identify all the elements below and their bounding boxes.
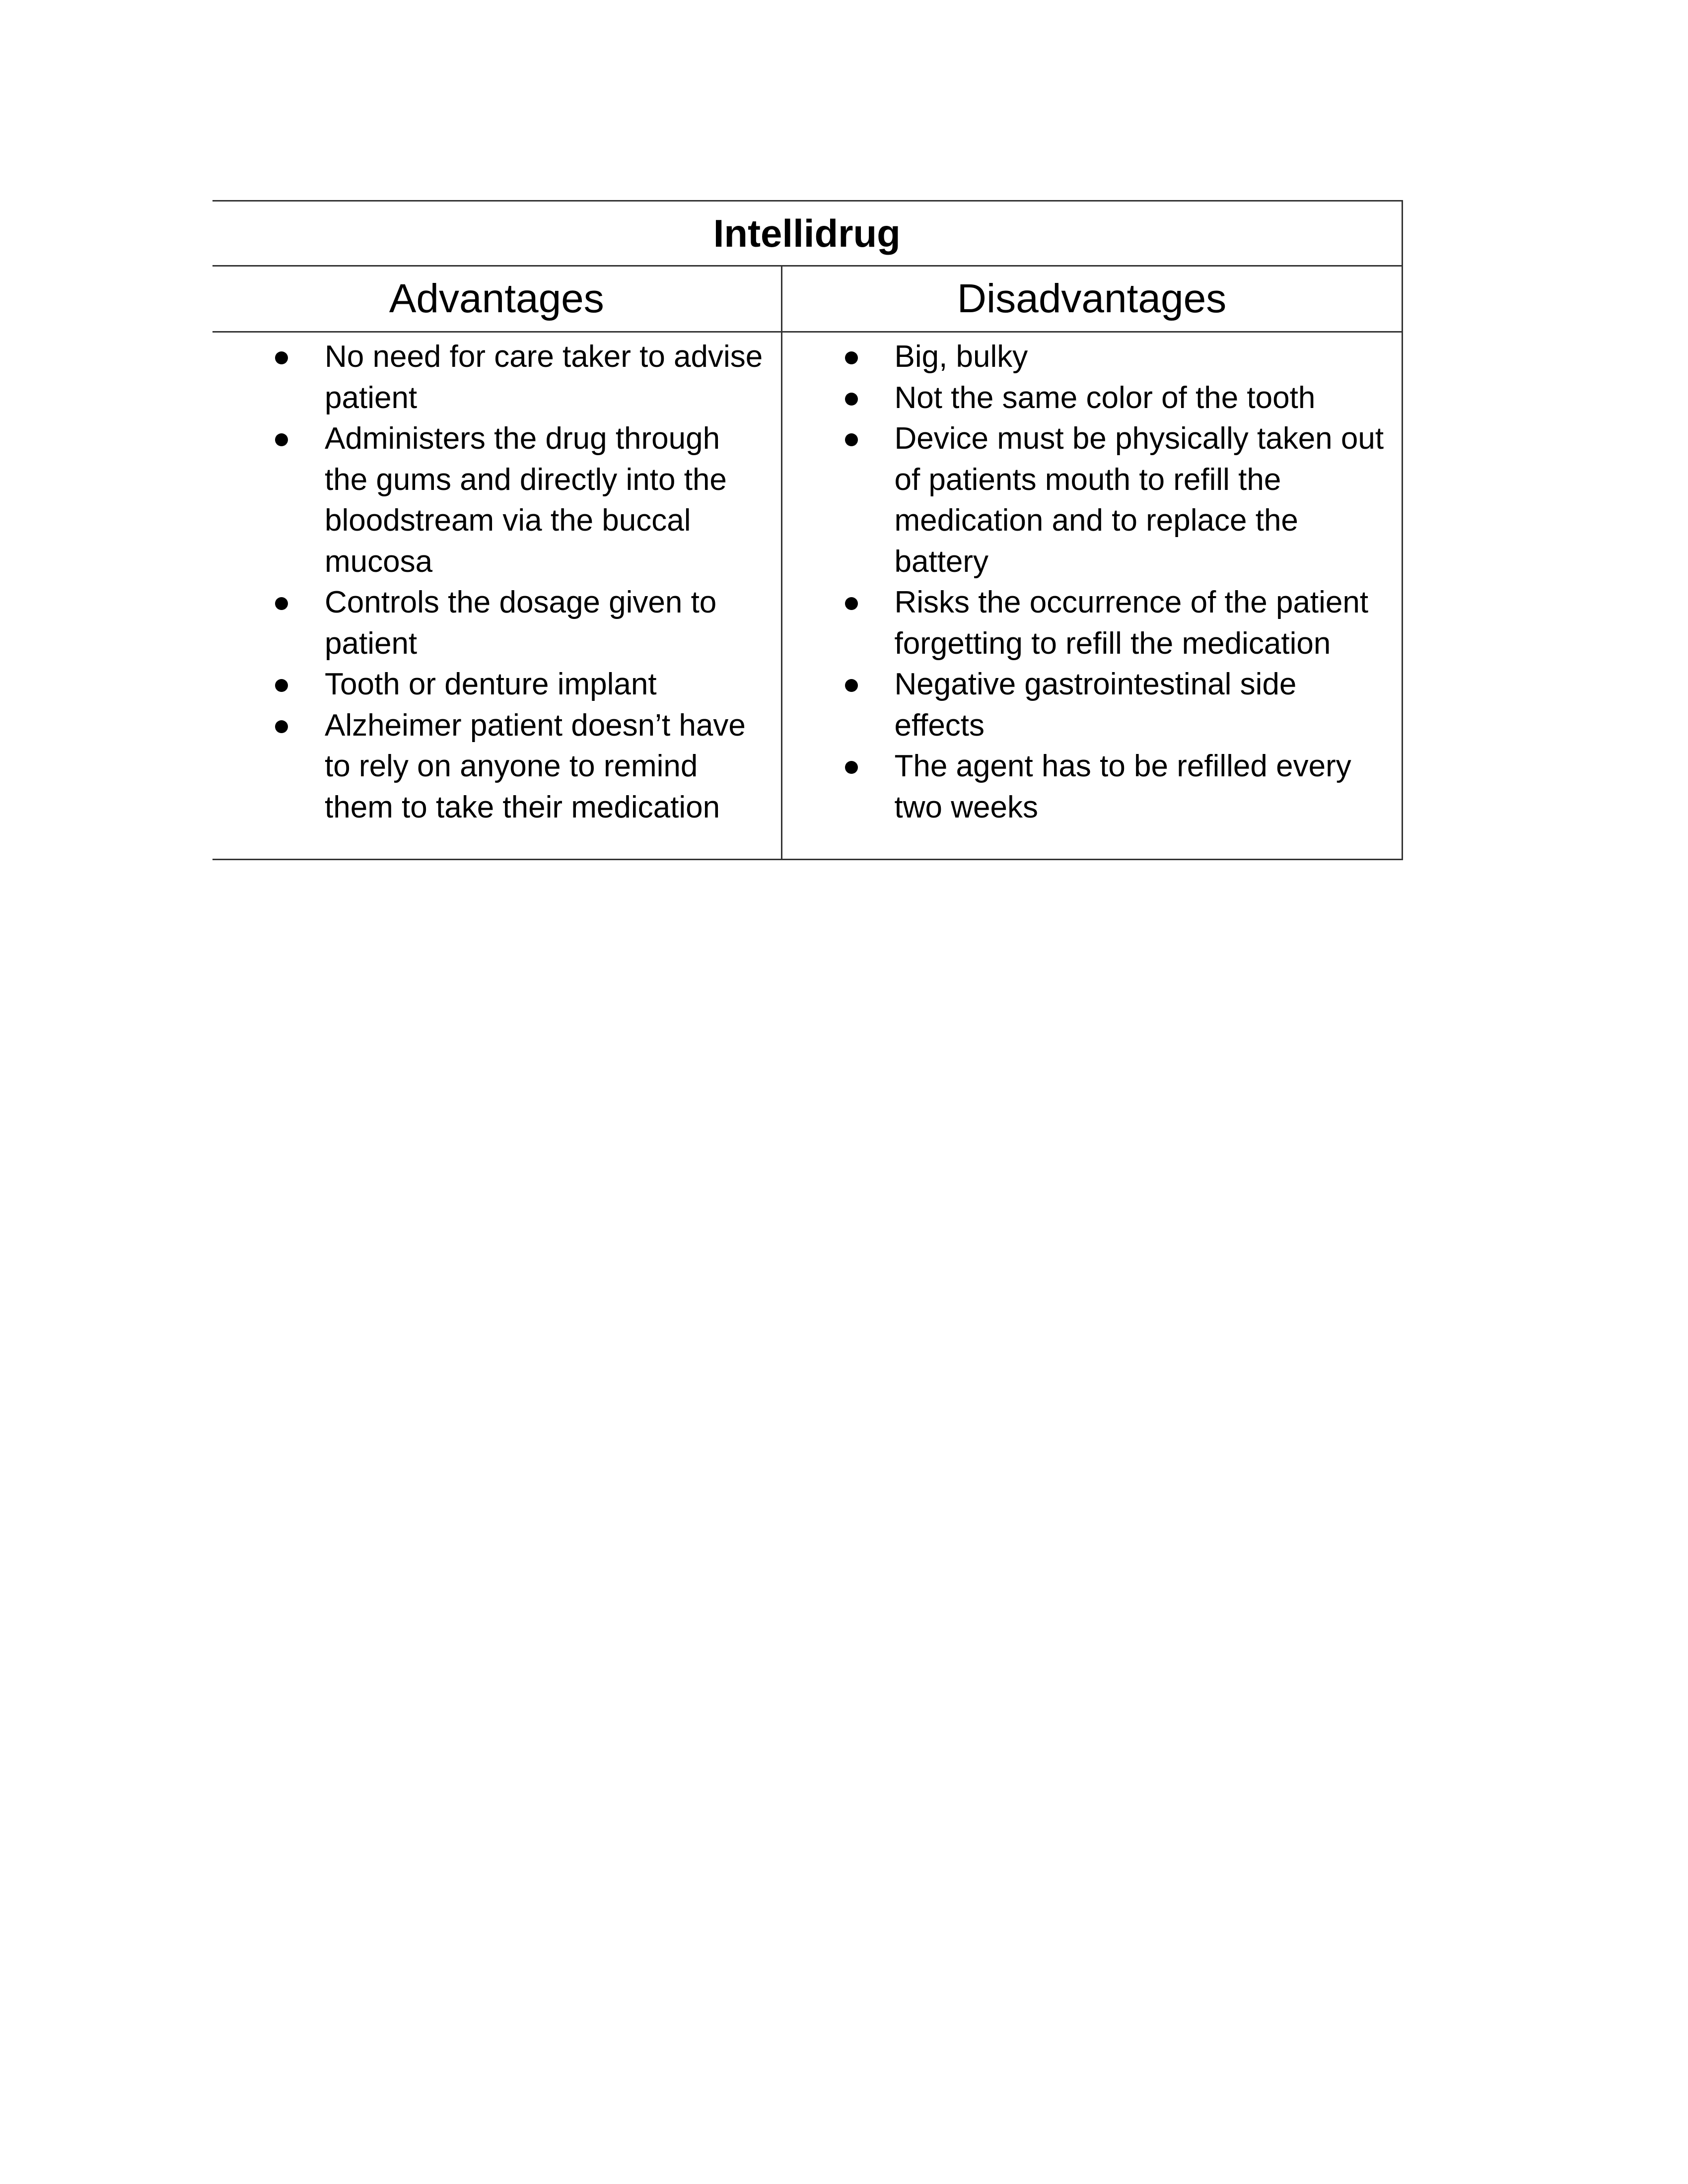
- list-item: [782, 582, 1402, 664]
- disadvantages-list: [782, 333, 1402, 828]
- list-item: [782, 378, 1402, 419]
- list-item-text: Controls the dosage given to patient: [325, 585, 717, 661]
- bullet-icon: [845, 679, 858, 692]
- list-item-text: Tooth or denture implant: [325, 667, 657, 701]
- disadvantages-heading: Disadvantages: [781, 266, 1402, 332]
- list-item: [782, 418, 1402, 582]
- list-item: [782, 664, 1402, 746]
- advantages-list: [212, 333, 781, 828]
- table-title: Intellidrug: [212, 201, 1402, 266]
- list-item-text: The agent has to be refilled every two weeks: [894, 749, 1351, 824]
- advantages-cell: [212, 332, 781, 860]
- bullet-icon: [275, 597, 288, 610]
- bullet-icon: [845, 393, 858, 406]
- list-item: [212, 582, 781, 664]
- list-item: [212, 664, 781, 705]
- list-item-text: Not the same color of the tooth: [894, 380, 1316, 415]
- list-item-text: Administers the drug through the gums and directly into the bloodstream via the buccal mucosa: [325, 421, 727, 579]
- advantages-heading: Advantages: [212, 266, 781, 332]
- bullet-icon: [845, 433, 858, 446]
- list-item: [782, 337, 1402, 378]
- bullet-icon: [845, 761, 858, 774]
- list-item-text: Risks the occurrence of the patient forgetting to refill the medication: [894, 585, 1369, 661]
- list-item: [212, 418, 781, 582]
- bullet-icon: [845, 351, 858, 364]
- list-item-text: Big, bulky: [894, 340, 1028, 374]
- bullet-icon: [275, 433, 288, 446]
- bullet-icon: [275, 351, 288, 364]
- content-row: [212, 332, 1402, 860]
- disadvantages-cell: [781, 332, 1402, 860]
- list-item-text: Device must be physically taken out of patients mouth to refill the medication and to replace the battery: [894, 421, 1384, 579]
- bullet-icon: [845, 597, 858, 610]
- list-item: [782, 746, 1402, 828]
- list-item-text: Alzheimer patient doesn’t have to rely on anyone to remind them to take their medication: [325, 708, 746, 824]
- bullet-icon: [275, 720, 288, 733]
- list-item: [212, 337, 781, 418]
- title-row: [212, 201, 1402, 266]
- comparison-table: [212, 200, 1403, 860]
- list-item-text: No need for care taker to advise patient: [325, 340, 763, 415]
- list-item: [212, 705, 781, 828]
- header-row: [212, 266, 1402, 332]
- list-item-text: Negative gastrointestinal side effects: [894, 667, 1297, 743]
- bullet-icon: [275, 679, 288, 692]
